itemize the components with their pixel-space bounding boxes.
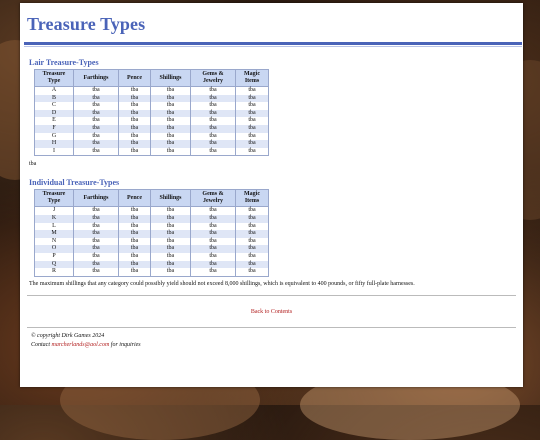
table-cell: tba [74,117,119,125]
table-cell: tba [236,125,269,133]
table-row [35,133,269,141]
footer-divider [27,327,516,328]
table-cell: tba [119,253,151,261]
table-cell: tba [119,148,151,156]
table-cell: tba [151,87,191,95]
table-cell: tba [191,110,236,118]
table-cell: tba [119,117,151,125]
table-row [35,268,269,276]
table-cell: tba [191,223,236,231]
table-cell: tba [191,230,236,238]
table-row [35,95,269,103]
page-title: Treasure Types [27,14,146,34]
table-cell: tba [191,245,236,253]
table-cell: tba [74,133,119,141]
table-cell: tba [236,117,269,125]
table-cell: tba [191,261,236,269]
treasure-type-cell: F [35,125,74,133]
table-cell: tba [74,245,119,253]
contact-prefix: Contact [31,341,50,348]
table-cell: tba [236,207,269,215]
table-cell: tba [119,95,151,103]
column-header: Pence [119,70,151,87]
treasure-type-cell: I [35,148,74,156]
table-cell: tba [151,215,191,223]
title-divider [24,42,522,45]
table-cell: tba [236,140,269,148]
contact-line [31,341,516,350]
column-header: Shillings [151,190,191,207]
table-row [35,223,269,231]
treasure-type-cell: M [35,230,74,238]
table-cell: tba [151,207,191,215]
table-cell: tba [151,95,191,103]
column-header: Gems & Jewelry [191,190,236,207]
column-header: Gems & Jewelry [191,70,236,87]
table-cell: tba [191,148,236,156]
table-row [35,215,269,223]
table-row [35,238,269,246]
table-cell: tba [74,148,119,156]
treasure-type-cell: A [35,87,74,95]
table-cell: tba [119,268,151,276]
treasure-type-cell: O [35,245,74,253]
table-cell: tba [151,140,191,148]
table-cell: tba [119,207,151,215]
table-cell: tba [74,253,119,261]
column-header: Farthings [74,70,119,87]
table-cell: tba [119,110,151,118]
treasure-type-cell: Q [35,261,74,269]
table-cell: tba [236,215,269,223]
treasure-type-cell: K [35,215,74,223]
treasure-type-cell: H [35,140,74,148]
table-cell: tba [191,87,236,95]
treasure-type-cell: P [35,253,74,261]
table-cell: tba [236,148,269,156]
column-header: Magic Items [236,70,269,87]
table-cell: tba [119,230,151,238]
column-header: Farthings [74,190,119,207]
table-cell: tba [191,117,236,125]
column-header: Treasure Type [35,70,74,87]
table-cell: tba [236,223,269,231]
table-cell: tba [151,245,191,253]
lair-treasure-table [34,69,269,156]
table-cell: tba [119,261,151,269]
table-cell: tba [74,230,119,238]
table-cell: tba [119,87,151,95]
table-row [35,230,269,238]
table-cell: tba [151,125,191,133]
table-cell: tba [151,133,191,141]
table-cell: tba [74,95,119,103]
treasure-type-cell: R [35,268,74,276]
table-cell: tba [74,268,119,276]
table-row [35,117,269,125]
table-cell: tba [151,238,191,246]
footer [31,332,516,350]
table-cell: tba [236,95,269,103]
title-divider-thin [24,46,522,47]
lair-note: tba [29,161,37,168]
table-cell: tba [236,133,269,141]
table-cell: tba [236,253,269,261]
column-header: Treasure Type [35,190,74,207]
content-page [20,3,523,387]
table-cell: tba [119,245,151,253]
table-row [35,253,269,261]
treasure-type-cell: E [35,117,74,125]
table-row [35,148,269,156]
table-cell: tba [151,230,191,238]
table-row [35,261,269,269]
treasure-type-cell: C [35,102,74,110]
table-cell: tba [74,102,119,110]
table-cell: tba [74,140,119,148]
table-row [35,140,269,148]
column-header: Shillings [151,70,191,87]
table-cell: tba [74,87,119,95]
table-cell: tba [74,238,119,246]
table-cell: tba [151,110,191,118]
table-cell: tba [191,102,236,110]
individual-heading: Individual Treasure-Types [29,178,120,188]
table-cell: tba [151,148,191,156]
table-row [35,102,269,110]
table-cell: tba [74,110,119,118]
table-cell: tba [191,95,236,103]
table-cell: tba [151,253,191,261]
table-cell: tba [119,215,151,223]
individual-treasure-table [34,189,269,276]
table-cell: tba [119,140,151,148]
table-row [35,245,269,253]
table-cell: tba [191,125,236,133]
column-header: Magic Items [236,190,269,207]
table-cell: tba [236,245,269,253]
treasure-type-cell: D [35,110,74,118]
table-cell: tba [236,102,269,110]
table-cell: tba [74,223,119,231]
treasure-type-cell: B [35,95,74,103]
table-cell: tba [151,102,191,110]
table-cell: tba [151,268,191,276]
email-link[interactable]: marcherlands@aol.com [51,341,110,348]
table-cell: tba [236,87,269,95]
treasure-type-cell: J [35,207,74,215]
table-cell: tba [74,215,119,223]
table-cell: tba [119,223,151,231]
lair-heading: Lair Treasure-Types [29,58,99,67]
table-cell: tba [191,140,236,148]
treasure-type-cell: G [35,133,74,141]
table-cell: tba [191,268,236,276]
table-cell: tba [236,268,269,276]
table-row [35,110,269,118]
treasure-type-cell: N [35,238,74,246]
table-row [35,87,269,95]
table-cell: tba [236,230,269,238]
table-cell: tba [236,110,269,118]
treasure-type-cell: L [35,223,74,231]
copyright-text: © copyright Dirk Games 2024 [31,332,105,339]
table-cell: tba [236,261,269,269]
table-cell: tba [236,238,269,246]
divider [27,295,516,296]
table-row [35,207,269,215]
table-cell: tba [119,125,151,133]
table-cell: tba [74,261,119,269]
table-cell: tba [74,207,119,215]
table-cell: tba [191,238,236,246]
table-cell: tba [191,215,236,223]
column-header: Pence [119,190,151,207]
table-cell: tba [191,133,236,141]
table-row [35,125,269,133]
table-cell: tba [191,253,236,261]
table-cell: tba [119,102,151,110]
table-cell: tba [74,125,119,133]
back-to-contents-link[interactable]: Back to Contents [250,308,293,315]
table-cell: tba [191,207,236,215]
table-cell: tba [151,117,191,125]
contact-suffix: for inquiries [110,341,141,348]
table-cell: tba [151,223,191,231]
table-cell: tba [119,238,151,246]
table-cell: tba [151,261,191,269]
max-shillings-paragraph: The maximum shillings that any category could possibly yield should not exceed 8,000 shillings, which is equivalent to 400 pounds, or fifty full-plate harnesses. [29,280,415,287]
table-cell: tba [119,133,151,141]
